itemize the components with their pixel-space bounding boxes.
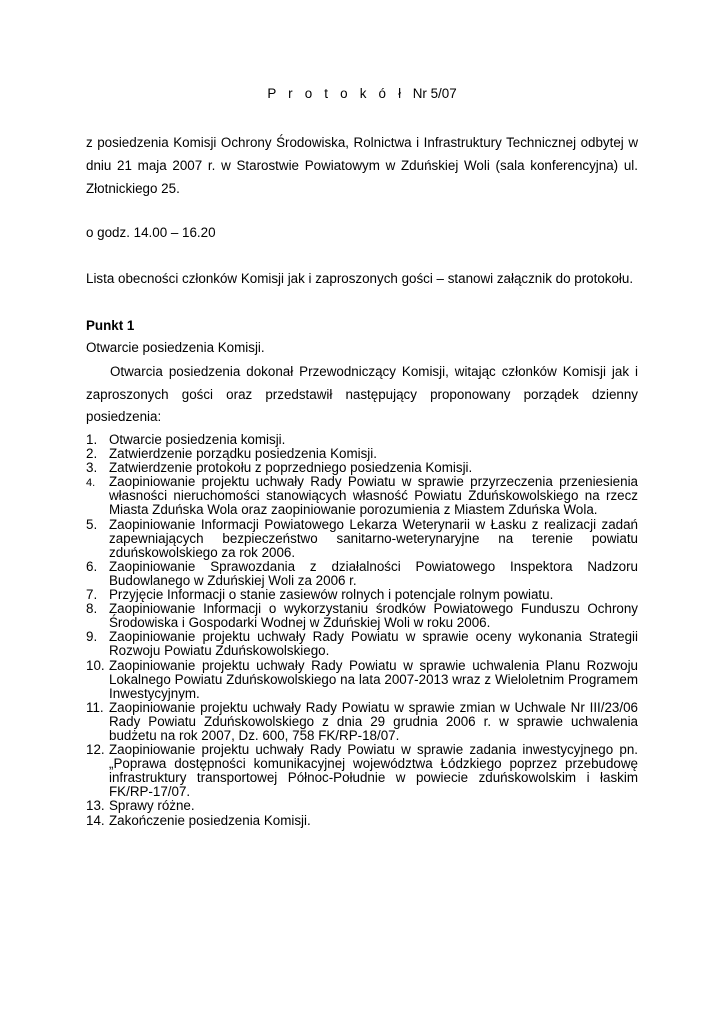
agenda-item (86, 602, 638, 630)
point-subtitle: Otwarcie posiedzenia Komisji. (86, 340, 265, 355)
agenda-item-text: Zatwierdzenie protokołu z poprzedniego posiedzenia Komisji. (109, 460, 473, 476)
agenda-item (86, 630, 638, 658)
agenda-item-number: 8. (86, 601, 98, 617)
agenda-item (86, 475, 638, 517)
agenda-item-number: 9. (86, 629, 98, 645)
agenda-item-number: 10. (86, 657, 105, 673)
agenda-item-text: Zakończenie posiedzenia Komisji. (109, 812, 311, 828)
agenda-item (86, 560, 638, 588)
agenda-item-text: Zaopiniowanie projektu uchwały Rady Powiatu w sprawie zmian w Uchwale Nr III/23/06 Rady Powiatu Zduńskowolskiego z dnia 29 grudnia 2006 r. w sprawie uchwalenia budżetu na rok 2007, Dz. 600, 758 FK/RP-18/07. (109, 699, 638, 743)
title-number: Nr 5/07 (412, 86, 457, 101)
agenda-item-number: 5. (86, 516, 98, 532)
agenda-item-text: Otwarcie posiedzenia komisji. (109, 432, 286, 447)
agenda-item-text: Zaopiniowanie projektu uchwały Rady Powiatu w sprawie zadania inwestycyjnego pn. „Poprawa dostępności komunikacyjnej województwa Łódzkiego poprzez przebudowę infrastruktury transportowej Północ-Południe w powiecie zduńskowolskim i łaskim FK/RP-17/07. (109, 742, 638, 800)
agenda-item-text: Sprawy różne. (109, 798, 195, 814)
agenda-item (86, 518, 638, 560)
agenda-item (86, 447, 638, 461)
agenda-item-text: Przyjęcie Informacji o stanie zasiewów rolnych i potencjale rolnym powiatu. (109, 587, 554, 603)
agenda-item-number: 1. (86, 432, 98, 447)
meeting-time: o godz. 14.00 – 16.20 (86, 225, 216, 240)
agenda-item-text: Zaopiniowanie Informacji Powiatowego Lekarza Weterynarii w Łasku z realizacji zadań zapewniających bezpieczeństwo sanitarno-weterynaryjne na terenie powiatu zduńskowolskiego za rok 2006. (109, 516, 638, 560)
agenda-list (86, 433, 638, 828)
agenda-item-number: 7. (86, 587, 98, 603)
agenda-item (86, 433, 638, 447)
agenda-item-number: 12. (86, 742, 105, 758)
attendance-note: Lista obecności członków Komisji jak i zaproszonych gości – stanowi załącznik do protokołu. (86, 271, 634, 286)
agenda-item-number: 14. (86, 812, 105, 828)
agenda-item (86, 588, 638, 602)
agenda-item-text: Zaopiniowanie Sprawozdania z działalności Powiatowego Inspektora Nadzoru Budowlanego w Zduńskiej Woli za 2006 r. (109, 558, 638, 588)
document-title (0, 86, 724, 101)
agenda-item (86, 659, 638, 701)
agenda-item (86, 743, 638, 799)
agenda-item (86, 701, 638, 743)
title-word: P r o t o k ó ł (267, 86, 406, 101)
agenda-item-number: 13. (86, 798, 105, 814)
agenda-item-text: Zaopiniowanie Informacji o wykorzystaniu środków Powiatowego Funduszu Ochrony Środowiska i Gospodarki Wodnej w Zduńskiej Woli w roku 2006. (109, 601, 638, 631)
agenda-item-number: 6. (86, 558, 98, 574)
agenda-item-text: Zaopiniowanie projektu uchwały Rady Powiatu w sprawie przyrzeczenia przeniesienia własności nieruchomości stanowiących własność Powiatu Zduńskowolskiego na rzecz Miasta Zduńska Wola oraz zaopiniowanie porozumienia z Miastem Zduńska Wola. (109, 474, 638, 518)
agenda-item-number: 2. (86, 446, 98, 462)
agenda-item-number: 11. (86, 699, 104, 715)
opening-paragraph: Otwarcia posiedzenia dokonał Przewodniczący Komisji, witając członków Komisji jak i zaproszonych gości oraz przedstawił następujący proponowany porządek dzienny posiedzenia: (86, 364, 638, 424)
agenda-item-number: 3. (86, 460, 98, 476)
agenda-item-text: Zaopiniowanie projektu uchwały Rady Powiatu w sprawie uchwalenia Planu Rozwoju Lokalnego Powiatu Zduńskowolskiego na lata 2007-2013 wraz z Wieloletnim Programem Inwestycyjnym. (109, 657, 638, 701)
agenda-item (86, 461, 638, 475)
point-heading: Punkt 1 (86, 318, 135, 333)
agenda-item (86, 799, 638, 813)
intro-paragraph: z posiedzenia Komisji Ochrony Środowiska, Rolnictwa i Infrastruktury Technicznej odbytej w dniu 21 maja 2007 r. w Starostwie Powiatowym w Zduńskiej Woli (sala konferencyjna) ul. Złotnickiego 25. (86, 135, 638, 196)
agenda-item-text: Zaopiniowanie projektu uchwały Rady Powiatu w sprawie oceny wykonania Strategii Rozwoju Powiatu Zduńskowolskiego. (109, 629, 638, 659)
agenda-item (86, 814, 638, 828)
agenda-item-text: Zatwierdzenie porządku posiedzenia Komisji. (109, 446, 377, 462)
agenda-item-number: 4. (86, 477, 96, 490)
